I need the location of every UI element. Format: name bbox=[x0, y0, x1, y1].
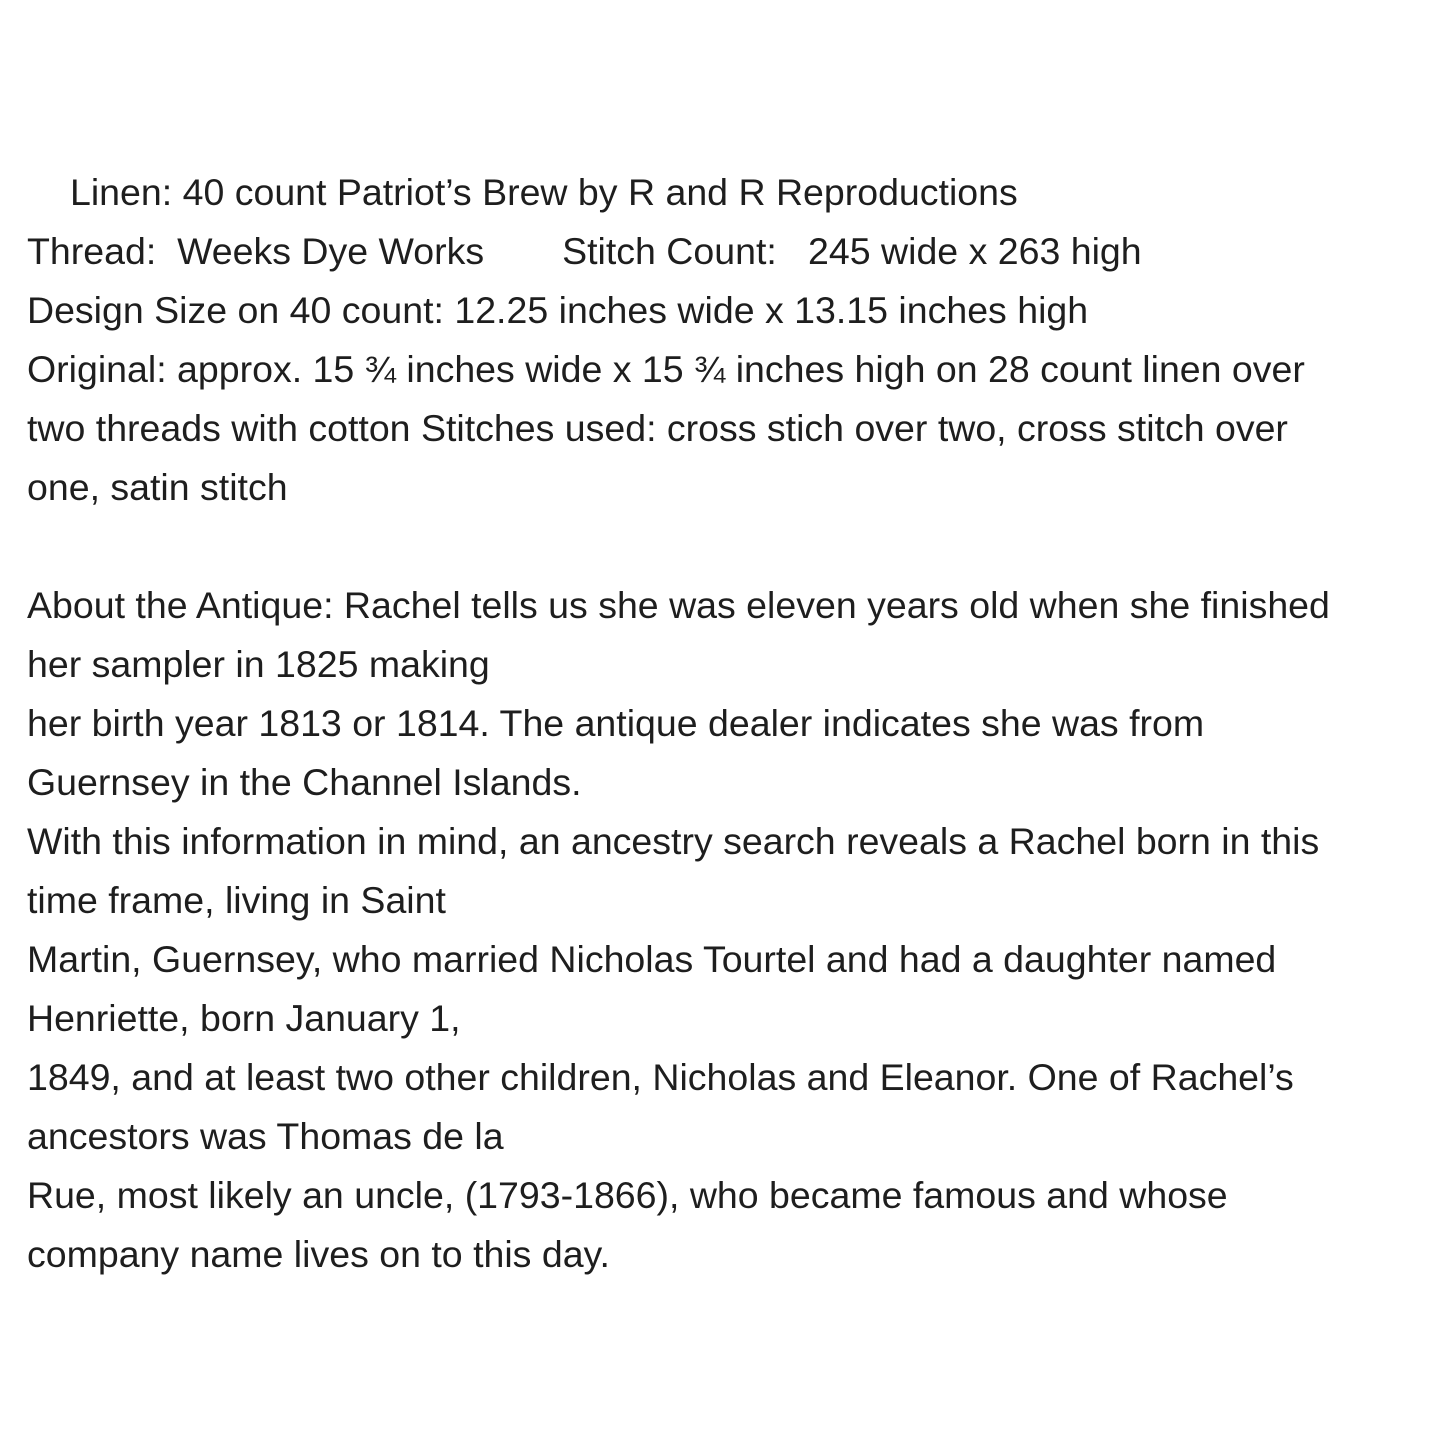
original-line: Original: approx. 15 ¾ inches wide x 15 ¾ inches high on 28 count linen over bbox=[27, 348, 1305, 390]
paragraph-gap bbox=[27, 517, 1422, 576]
original-line: two threads with cotton Stitches used: cross stich over two, cross stitch over bbox=[27, 407, 1288, 449]
about-line: 1849, and at least two other children, Nicholas and Eleanor. One of Rachel’s bbox=[27, 1056, 1294, 1098]
about-line: ancestors was Thomas de la bbox=[27, 1115, 504, 1157]
about-line: company name lives on to this day. bbox=[27, 1233, 610, 1275]
about-line: Guernsey in the Channel Islands. bbox=[27, 761, 582, 803]
stitch-count-text: Stitch Count: 245 wide x 263 high bbox=[562, 230, 1142, 272]
linen-line: Linen: 40 count Patriot’s Brew by R and R Reproductions bbox=[70, 171, 1018, 213]
about-line: her sampler in 1825 making bbox=[27, 643, 490, 685]
about-line: her birth year 1813 or 1814. The antique dealer indicates she was from bbox=[27, 702, 1205, 744]
thread-text: Thread: Weeks Dye Works bbox=[27, 230, 485, 272]
about-line: With this information in mind, an ancestry search reveals a Rachel born in this bbox=[27, 820, 1320, 862]
original-line: one, satin stitch bbox=[27, 466, 288, 508]
document-body bbox=[27, 163, 1422, 1284]
about-line: Rue, most likely an uncle, (1793-1866), who became famous and whose bbox=[27, 1174, 1228, 1216]
about-line: Martin, Guernsey, who married Nicholas Tourtel and had a daughter named bbox=[27, 938, 1277, 980]
about-line: About the Antique: Rachel tells us she was eleven years old when she finished bbox=[27, 584, 1330, 626]
thread-stitch-line bbox=[27, 222, 1422, 281]
about-line: time frame, living in Saint bbox=[27, 879, 446, 921]
about-line: Henriette, born January 1, bbox=[27, 997, 461, 1039]
design-size-line: Design Size on 40 count: 12.25 inches wide x 13.15 inches high bbox=[27, 289, 1089, 331]
